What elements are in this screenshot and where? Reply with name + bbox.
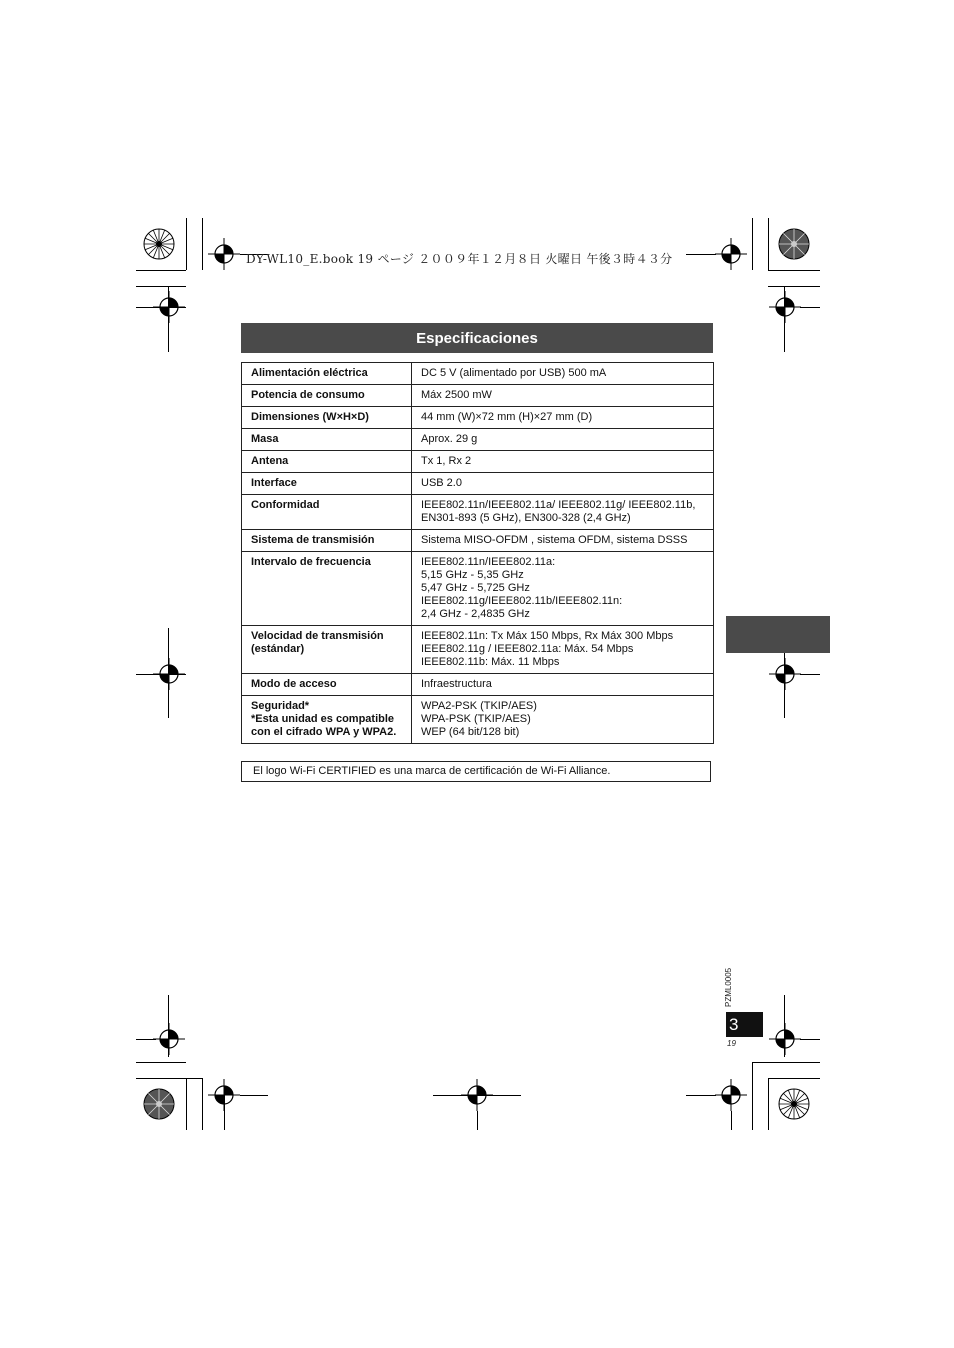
spec-label: Dimensiones (W×H×D) — [242, 407, 412, 429]
spec-value: Tx 1, Rx 2 — [412, 451, 714, 473]
crop-mark — [202, 218, 203, 270]
spec-value: Máx 2500 mW — [412, 385, 714, 407]
crop-mark — [752, 1062, 820, 1063]
crop-mark — [136, 286, 186, 287]
guide-line — [784, 995, 785, 1057]
spec-label: Interface — [242, 473, 412, 495]
crop-mark — [186, 218, 187, 270]
color-rosette-icon — [142, 227, 176, 261]
crop-mark — [768, 270, 820, 271]
trademark-note: El logo Wi-Fi CERTIFIED es una marca de certificación de Wi-Fi Alliance. — [241, 761, 711, 782]
table-row — [242, 674, 714, 696]
color-rosette-icon — [777, 1087, 811, 1121]
table-row — [242, 363, 714, 385]
guide-line — [168, 628, 169, 718]
crop-mark — [768, 218, 769, 270]
table-row — [242, 552, 714, 626]
spec-value: DC 5 V (alimentado por USB) 500 mA — [412, 363, 714, 385]
spec-table — [241, 362, 714, 744]
guide-line — [686, 254, 716, 255]
color-rosette-icon — [777, 227, 811, 261]
crop-mark — [186, 1078, 187, 1130]
spec-value: IEEE802.11n/IEEE802.11a: 5,15 GHz - 5,35 GHz 5,47 GHz - 5,725 GHz IEEE802.11g/IEEE802.11b/IEEE802.11n: 2,4 GHz - 2,4835 GHz — [412, 552, 714, 626]
guide-line — [136, 307, 186, 308]
page-number: 19 — [727, 1039, 736, 1048]
table-row — [242, 407, 714, 429]
guide-line — [477, 1111, 478, 1130]
guide-line — [731, 1111, 732, 1130]
print-header: DY-WL10_E.book 19 ページ ２００９年１２月８日 火曜日 午後３時４３分 — [246, 252, 673, 266]
color-rosette-icon — [142, 1087, 176, 1121]
model-code: PZML0005 — [724, 967, 733, 1007]
guide-line — [686, 1095, 716, 1096]
spec-value: WPA2-PSK (TKIP/AES) WPA-PSK (TKIP/AES) WEP (64 bit/128 bit) — [412, 696, 714, 744]
table-row — [242, 530, 714, 552]
guide-line — [136, 1039, 156, 1040]
spec-label: Alimentación eléctrica — [242, 363, 412, 385]
spec-value: IEEE802.11n: Tx Máx 150 Mbps, Rx Máx 300 Mbps IEEE802.11g / IEEE802.11a: Máx. 54 Mbps IEEE802.11b: Máx. 11 Mbps — [412, 626, 714, 674]
guide-line — [168, 995, 169, 1057]
registration-target-icon — [769, 291, 801, 323]
crop-mark — [768, 1078, 820, 1079]
spec-label: Intervalo de frecuencia — [242, 552, 412, 626]
spec-value: 44 mm (W)×72 mm (H)×27 mm (D) — [412, 407, 714, 429]
spec-label: Conformidad — [242, 495, 412, 530]
table-row — [242, 451, 714, 473]
registration-target-icon — [715, 238, 747, 270]
guide-line — [784, 286, 785, 352]
registration-target-icon — [153, 1023, 185, 1055]
spec-label: Masa — [242, 429, 412, 451]
section-title: Especificaciones — [241, 323, 713, 353]
guide-line — [433, 1095, 521, 1096]
table-row — [242, 385, 714, 407]
spec-label: Potencia de consumo — [242, 385, 412, 407]
crop-mark — [768, 286, 820, 287]
registration-target-icon — [715, 1079, 747, 1111]
spec-value: Infraestructura — [412, 674, 714, 696]
guide-line — [224, 1095, 225, 1130]
spec-label: Modo de acceso — [242, 674, 412, 696]
guide-line — [136, 674, 186, 675]
crop-mark — [136, 270, 186, 271]
table-row — [242, 473, 714, 495]
side-tab — [726, 616, 830, 653]
spec-label: Velocidad de transmisión (estándar) — [242, 626, 412, 674]
table-row — [242, 626, 714, 674]
page-box-number: 3 — [726, 1012, 763, 1037]
guide-line — [168, 286, 169, 352]
guide-line — [800, 307, 820, 308]
guide-line — [800, 1039, 820, 1040]
guide-line — [800, 674, 820, 675]
spec-value: USB 2.0 — [412, 473, 714, 495]
crop-mark — [202, 1078, 203, 1130]
crop-mark — [136, 1062, 186, 1063]
table-row — [242, 696, 714, 744]
registration-target-icon — [769, 658, 801, 690]
spec-label: Sistema de transmisión — [242, 530, 412, 552]
registration-target-icon — [769, 1023, 801, 1055]
crop-mark — [752, 218, 753, 270]
crop-mark — [752, 1062, 753, 1130]
spec-label: Antena — [242, 451, 412, 473]
spec-label: Seguridad* *Esta unidad es compatible con el cifrado WPA y WPA2. — [242, 696, 412, 744]
table-row — [242, 429, 714, 451]
table-row — [242, 495, 714, 530]
spec-value: Aprox. 29 g — [412, 429, 714, 451]
registration-target-icon — [208, 238, 240, 270]
spec-value: Sistema MISO-OFDM , sistema OFDM, sistema DSSS — [412, 530, 714, 552]
guide-line — [240, 1095, 268, 1096]
crop-mark — [136, 1078, 202, 1079]
crop-mark — [768, 1078, 769, 1130]
spec-value: IEEE802.11n/IEEE802.11a/ IEEE802.11g/ IEEE802.11b, EN301-893 (5 GHz), EN300-328 (2,4 GHz) — [412, 495, 714, 530]
